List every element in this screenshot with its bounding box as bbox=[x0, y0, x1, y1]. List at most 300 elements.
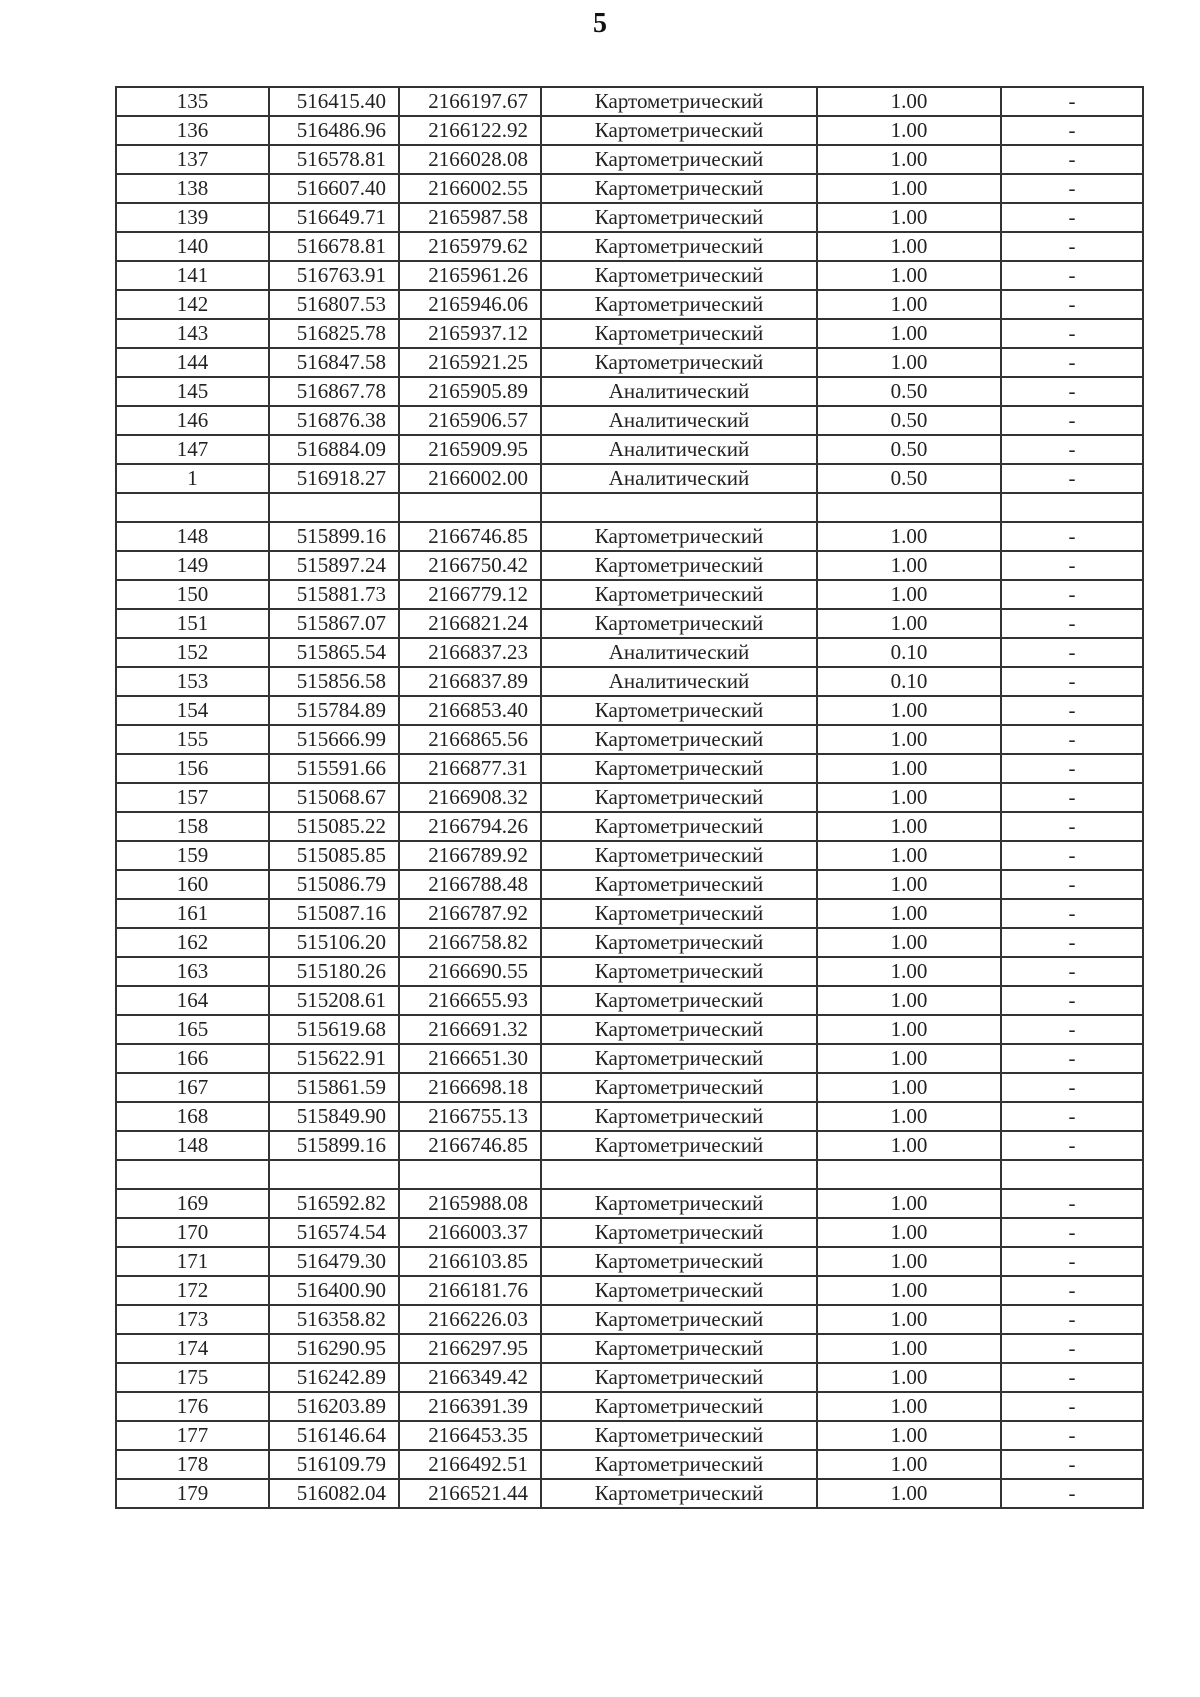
y-coordinate-cell: 2166779.12 bbox=[399, 580, 541, 609]
table-row bbox=[116, 783, 1143, 812]
description-cell: - bbox=[1001, 1479, 1143, 1508]
method-cell: Картометрический bbox=[541, 87, 817, 116]
table-row bbox=[116, 754, 1143, 783]
accuracy-cell: 1.00 bbox=[817, 1305, 1001, 1334]
method-cell: Картометрический bbox=[541, 1305, 817, 1334]
x-coordinate-cell: 516400.90 bbox=[269, 1276, 399, 1305]
y-coordinate-cell: 2165937.12 bbox=[399, 319, 541, 348]
table-spacer-row bbox=[116, 1160, 1143, 1189]
description-cell: - bbox=[1001, 986, 1143, 1015]
point-number-cell: 151 bbox=[116, 609, 269, 638]
method-cell: Картометрический bbox=[541, 174, 817, 203]
accuracy-cell: 1.00 bbox=[817, 812, 1001, 841]
method-cell: Картометрический bbox=[541, 1218, 817, 1247]
y-coordinate-cell: 2166349.42 bbox=[399, 1363, 541, 1392]
description-cell: - bbox=[1001, 667, 1143, 696]
point-number-cell: 141 bbox=[116, 261, 269, 290]
y-coordinate-cell: 2166003.37 bbox=[399, 1218, 541, 1247]
table-row bbox=[116, 1073, 1143, 1102]
x-coordinate-cell: 516847.58 bbox=[269, 348, 399, 377]
table-row bbox=[116, 725, 1143, 754]
description-cell: - bbox=[1001, 1131, 1143, 1160]
x-coordinate-cell: 516876.38 bbox=[269, 406, 399, 435]
x-coordinate-cell: 515899.16 bbox=[269, 522, 399, 551]
table-row bbox=[116, 435, 1143, 464]
y-coordinate-cell: 2166837.23 bbox=[399, 638, 541, 667]
x-coordinate-cell: 515085.85 bbox=[269, 841, 399, 870]
x-coordinate-cell: 516203.89 bbox=[269, 1392, 399, 1421]
description-cell: - bbox=[1001, 261, 1143, 290]
accuracy-cell bbox=[817, 493, 1001, 522]
method-cell: Картометрический bbox=[541, 783, 817, 812]
y-coordinate-cell: 2165921.25 bbox=[399, 348, 541, 377]
x-coordinate-cell: 515106.20 bbox=[269, 928, 399, 957]
method-cell: Картометрический bbox=[541, 551, 817, 580]
y-coordinate-cell: 2166655.93 bbox=[399, 986, 541, 1015]
point-number-cell: 152 bbox=[116, 638, 269, 667]
x-coordinate-cell: 516146.64 bbox=[269, 1421, 399, 1450]
description-cell: - bbox=[1001, 116, 1143, 145]
description-cell: - bbox=[1001, 1334, 1143, 1363]
method-cell: Картометрический bbox=[541, 609, 817, 638]
table-row bbox=[116, 696, 1143, 725]
method-cell bbox=[541, 493, 817, 522]
x-coordinate-cell: 515849.90 bbox=[269, 1102, 399, 1131]
y-coordinate-cell: 2166746.85 bbox=[399, 522, 541, 551]
x-coordinate-cell: 516763.91 bbox=[269, 261, 399, 290]
accuracy-cell: 1.00 bbox=[817, 116, 1001, 145]
y-coordinate-cell: 2166746.85 bbox=[399, 1131, 541, 1160]
table-row bbox=[116, 116, 1143, 145]
table-row bbox=[116, 1334, 1143, 1363]
method-cell: Картометрический bbox=[541, 1189, 817, 1218]
description-cell: - bbox=[1001, 1247, 1143, 1276]
description-cell: - bbox=[1001, 812, 1143, 841]
method-cell: Картометрический bbox=[541, 870, 817, 899]
y-coordinate-cell: 2166698.18 bbox=[399, 1073, 541, 1102]
description-cell: - bbox=[1001, 377, 1143, 406]
table-row bbox=[116, 1363, 1143, 1392]
point-number-cell: 1 bbox=[116, 464, 269, 493]
table-row bbox=[116, 638, 1143, 667]
table-row bbox=[116, 812, 1143, 841]
point-number-cell: 174 bbox=[116, 1334, 269, 1363]
point-number-cell: 144 bbox=[116, 348, 269, 377]
point-number-cell: 170 bbox=[116, 1218, 269, 1247]
y-coordinate-cell: 2166197.67 bbox=[399, 87, 541, 116]
x-coordinate-cell: 515591.66 bbox=[269, 754, 399, 783]
point-number-cell: 158 bbox=[116, 812, 269, 841]
accuracy-cell: 1.00 bbox=[817, 1363, 1001, 1392]
x-coordinate-cell: 515619.68 bbox=[269, 1015, 399, 1044]
accuracy-cell: 1.00 bbox=[817, 696, 1001, 725]
x-coordinate-cell bbox=[269, 493, 399, 522]
x-coordinate-cell: 515666.99 bbox=[269, 725, 399, 754]
accuracy-cell: 1.00 bbox=[817, 551, 1001, 580]
method-cell: Картометрический bbox=[541, 261, 817, 290]
method-cell: Картометрический bbox=[541, 348, 817, 377]
point-number-cell: 147 bbox=[116, 435, 269, 464]
point-number-cell: 167 bbox=[116, 1073, 269, 1102]
x-coordinate-cell: 516415.40 bbox=[269, 87, 399, 116]
accuracy-cell: 0.50 bbox=[817, 377, 1001, 406]
y-coordinate-cell: 2166794.26 bbox=[399, 812, 541, 841]
accuracy-cell: 1.00 bbox=[817, 986, 1001, 1015]
table-row bbox=[116, 551, 1143, 580]
description-cell: - bbox=[1001, 522, 1143, 551]
x-coordinate-cell: 516884.09 bbox=[269, 435, 399, 464]
method-cell: Картометрический bbox=[541, 754, 817, 783]
point-number-cell: 157 bbox=[116, 783, 269, 812]
x-coordinate-cell: 516358.82 bbox=[269, 1305, 399, 1334]
accuracy-cell: 1.00 bbox=[817, 1218, 1001, 1247]
accuracy-cell: 1.00 bbox=[817, 841, 1001, 870]
y-coordinate-cell: 2165987.58 bbox=[399, 203, 541, 232]
point-number-cell: 140 bbox=[116, 232, 269, 261]
y-coordinate-cell: 2166787.92 bbox=[399, 899, 541, 928]
method-cell: Аналитический bbox=[541, 667, 817, 696]
point-number-cell: 165 bbox=[116, 1015, 269, 1044]
accuracy-cell: 1.00 bbox=[817, 1189, 1001, 1218]
description-cell: - bbox=[1001, 348, 1143, 377]
table-row bbox=[116, 1392, 1143, 1421]
table-row bbox=[116, 87, 1143, 116]
accuracy-cell: 1.00 bbox=[817, 1044, 1001, 1073]
method-cell: Аналитический bbox=[541, 638, 817, 667]
description-cell: - bbox=[1001, 725, 1143, 754]
point-number-cell bbox=[116, 1160, 269, 1189]
description-cell: - bbox=[1001, 696, 1143, 725]
y-coordinate-cell: 2165906.57 bbox=[399, 406, 541, 435]
accuracy-cell: 1.00 bbox=[817, 261, 1001, 290]
point-number-cell: 139 bbox=[116, 203, 269, 232]
y-coordinate-cell: 2166226.03 bbox=[399, 1305, 541, 1334]
accuracy-cell: 1.00 bbox=[817, 609, 1001, 638]
method-cell: Картометрический bbox=[541, 812, 817, 841]
y-coordinate-cell: 2166691.32 bbox=[399, 1015, 541, 1044]
description-cell: - bbox=[1001, 1363, 1143, 1392]
method-cell bbox=[541, 1160, 817, 1189]
accuracy-cell: 1.00 bbox=[817, 1131, 1001, 1160]
y-coordinate-cell: 2165988.08 bbox=[399, 1189, 541, 1218]
description-cell: - bbox=[1001, 841, 1143, 870]
description-cell: - bbox=[1001, 1189, 1143, 1218]
x-coordinate-cell: 516678.81 bbox=[269, 232, 399, 261]
method-cell: Картометрический bbox=[541, 899, 817, 928]
point-number-cell: 149 bbox=[116, 551, 269, 580]
method-cell: Картометрический bbox=[541, 1247, 817, 1276]
x-coordinate-cell: 515085.22 bbox=[269, 812, 399, 841]
x-coordinate-cell: 516918.27 bbox=[269, 464, 399, 493]
x-coordinate-cell: 516479.30 bbox=[269, 1247, 399, 1276]
y-coordinate-cell: 2166002.00 bbox=[399, 464, 541, 493]
point-number-cell: 172 bbox=[116, 1276, 269, 1305]
method-cell: Картометрический bbox=[541, 1421, 817, 1450]
point-number-cell: 143 bbox=[116, 319, 269, 348]
x-coordinate-cell: 515784.89 bbox=[269, 696, 399, 725]
x-coordinate-cell: 515208.61 bbox=[269, 986, 399, 1015]
description-cell: - bbox=[1001, 87, 1143, 116]
accuracy-cell bbox=[817, 1160, 1001, 1189]
description-cell: - bbox=[1001, 1450, 1143, 1479]
point-number-cell: 148 bbox=[116, 1131, 269, 1160]
table-row bbox=[116, 522, 1143, 551]
point-number-cell: 163 bbox=[116, 957, 269, 986]
y-coordinate-cell: 2166837.89 bbox=[399, 667, 541, 696]
x-coordinate-cell: 515087.16 bbox=[269, 899, 399, 928]
accuracy-cell: 1.00 bbox=[817, 319, 1001, 348]
point-number-cell: 161 bbox=[116, 899, 269, 928]
table-row bbox=[116, 145, 1143, 174]
point-number-cell: 135 bbox=[116, 87, 269, 116]
method-cell: Картометрический bbox=[541, 319, 817, 348]
description-cell: - bbox=[1001, 1015, 1143, 1044]
table-row bbox=[116, 290, 1143, 319]
method-cell: Картометрический bbox=[541, 1044, 817, 1073]
accuracy-cell: 1.00 bbox=[817, 232, 1001, 261]
description-cell bbox=[1001, 493, 1143, 522]
table-row bbox=[116, 406, 1143, 435]
table-row bbox=[116, 957, 1143, 986]
point-number-cell: 173 bbox=[116, 1305, 269, 1334]
y-coordinate-cell: 2166865.56 bbox=[399, 725, 541, 754]
table-row bbox=[116, 899, 1143, 928]
accuracy-cell: 1.00 bbox=[817, 174, 1001, 203]
description-cell: - bbox=[1001, 783, 1143, 812]
table-row bbox=[116, 1450, 1143, 1479]
point-number-cell: 171 bbox=[116, 1247, 269, 1276]
description-cell: - bbox=[1001, 1073, 1143, 1102]
accuracy-cell: 1.00 bbox=[817, 290, 1001, 319]
table-row bbox=[116, 870, 1143, 899]
description-cell: - bbox=[1001, 203, 1143, 232]
x-coordinate-cell: 516486.96 bbox=[269, 116, 399, 145]
point-number-cell: 137 bbox=[116, 145, 269, 174]
x-coordinate-cell: 515068.67 bbox=[269, 783, 399, 812]
y-coordinate-cell: 2165946.06 bbox=[399, 290, 541, 319]
accuracy-cell: 1.00 bbox=[817, 1392, 1001, 1421]
x-coordinate-cell: 516649.71 bbox=[269, 203, 399, 232]
point-number-cell: 138 bbox=[116, 174, 269, 203]
y-coordinate-cell: 2166492.51 bbox=[399, 1450, 541, 1479]
y-coordinate-cell: 2166002.55 bbox=[399, 174, 541, 203]
method-cell: Картометрический bbox=[541, 1334, 817, 1363]
accuracy-cell: 1.00 bbox=[817, 1102, 1001, 1131]
point-number-cell: 166 bbox=[116, 1044, 269, 1073]
x-coordinate-cell: 515086.79 bbox=[269, 870, 399, 899]
table-row bbox=[116, 1015, 1143, 1044]
description-cell: - bbox=[1001, 870, 1143, 899]
coordinates-table bbox=[115, 86, 1144, 1509]
point-number-cell: 145 bbox=[116, 377, 269, 406]
table-row bbox=[116, 261, 1143, 290]
y-coordinate-cell: 2165909.95 bbox=[399, 435, 541, 464]
x-coordinate-cell: 516574.54 bbox=[269, 1218, 399, 1247]
y-coordinate-cell: 2166651.30 bbox=[399, 1044, 541, 1073]
accuracy-cell: 1.00 bbox=[817, 725, 1001, 754]
table-row bbox=[116, 580, 1143, 609]
point-number-cell: 155 bbox=[116, 725, 269, 754]
method-cell: Картометрический bbox=[541, 696, 817, 725]
method-cell: Картометрический bbox=[541, 290, 817, 319]
accuracy-cell: 1.00 bbox=[817, 1247, 1001, 1276]
x-coordinate-cell: 515180.26 bbox=[269, 957, 399, 986]
description-cell: - bbox=[1001, 174, 1143, 203]
table-row bbox=[116, 928, 1143, 957]
method-cell: Аналитический bbox=[541, 377, 817, 406]
page-number: 5 bbox=[593, 8, 607, 39]
description-cell: - bbox=[1001, 580, 1143, 609]
method-cell: Картометрический bbox=[541, 1276, 817, 1305]
description-cell: - bbox=[1001, 319, 1143, 348]
y-coordinate-cell: 2166750.42 bbox=[399, 551, 541, 580]
point-number-cell: 168 bbox=[116, 1102, 269, 1131]
method-cell: Картометрический bbox=[541, 116, 817, 145]
method-cell: Картометрический bbox=[541, 1363, 817, 1392]
y-coordinate-cell: 2166391.39 bbox=[399, 1392, 541, 1421]
description-cell: - bbox=[1001, 1276, 1143, 1305]
description-cell: - bbox=[1001, 551, 1143, 580]
x-coordinate-cell: 516578.81 bbox=[269, 145, 399, 174]
x-coordinate-cell bbox=[269, 1160, 399, 1189]
table-row bbox=[116, 1189, 1143, 1218]
accuracy-cell: 1.00 bbox=[817, 928, 1001, 957]
point-number-cell: 146 bbox=[116, 406, 269, 435]
accuracy-cell: 1.00 bbox=[817, 1421, 1001, 1450]
accuracy-cell: 0.10 bbox=[817, 638, 1001, 667]
x-coordinate-cell: 516807.53 bbox=[269, 290, 399, 319]
table-row bbox=[116, 1276, 1143, 1305]
x-coordinate-cell: 515861.59 bbox=[269, 1073, 399, 1102]
table-row bbox=[116, 667, 1143, 696]
y-coordinate-cell: 2166789.92 bbox=[399, 841, 541, 870]
description-cell: - bbox=[1001, 290, 1143, 319]
description-cell: - bbox=[1001, 1392, 1143, 1421]
accuracy-cell: 1.00 bbox=[817, 1276, 1001, 1305]
table-row bbox=[116, 1247, 1143, 1276]
accuracy-cell: 1.00 bbox=[817, 203, 1001, 232]
x-coordinate-cell: 515856.58 bbox=[269, 667, 399, 696]
description-cell: - bbox=[1001, 899, 1143, 928]
table-row bbox=[116, 1044, 1143, 1073]
point-number-cell: 175 bbox=[116, 1363, 269, 1392]
table-row bbox=[116, 348, 1143, 377]
description-cell: - bbox=[1001, 609, 1143, 638]
x-coordinate-cell: 515865.54 bbox=[269, 638, 399, 667]
method-cell: Картометрический bbox=[541, 522, 817, 551]
y-coordinate-cell: 2166297.95 bbox=[399, 1334, 541, 1363]
table-row bbox=[116, 986, 1143, 1015]
x-coordinate-cell: 515899.16 bbox=[269, 1131, 399, 1160]
point-number-cell: 159 bbox=[116, 841, 269, 870]
x-coordinate-cell: 516825.78 bbox=[269, 319, 399, 348]
accuracy-cell: 1.00 bbox=[817, 1450, 1001, 1479]
x-coordinate-cell: 516592.82 bbox=[269, 1189, 399, 1218]
table-row bbox=[116, 319, 1143, 348]
point-number-cell: 150 bbox=[116, 580, 269, 609]
accuracy-cell: 1.00 bbox=[817, 1479, 1001, 1508]
accuracy-cell: 1.00 bbox=[817, 1015, 1001, 1044]
point-number-cell: 142 bbox=[116, 290, 269, 319]
y-coordinate-cell: 2166821.24 bbox=[399, 609, 541, 638]
accuracy-cell: 1.00 bbox=[817, 1073, 1001, 1102]
point-number-cell: 136 bbox=[116, 116, 269, 145]
y-coordinate-cell bbox=[399, 493, 541, 522]
description-cell: - bbox=[1001, 464, 1143, 493]
table-row bbox=[116, 1305, 1143, 1334]
x-coordinate-cell: 516082.04 bbox=[269, 1479, 399, 1508]
y-coordinate-cell: 2166758.82 bbox=[399, 928, 541, 957]
method-cell: Картометрический bbox=[541, 1479, 817, 1508]
description-cell: - bbox=[1001, 1044, 1143, 1073]
y-coordinate-cell: 2166877.31 bbox=[399, 754, 541, 783]
description-cell: - bbox=[1001, 1102, 1143, 1131]
accuracy-cell: 1.00 bbox=[817, 754, 1001, 783]
method-cell: Картометрический bbox=[541, 1015, 817, 1044]
point-number-cell: 154 bbox=[116, 696, 269, 725]
x-coordinate-cell: 515897.24 bbox=[269, 551, 399, 580]
method-cell: Картометрический bbox=[541, 1450, 817, 1479]
description-cell: - bbox=[1001, 145, 1143, 174]
accuracy-cell: 0.50 bbox=[817, 406, 1001, 435]
description-cell: - bbox=[1001, 1305, 1143, 1334]
x-coordinate-cell: 516109.79 bbox=[269, 1450, 399, 1479]
description-cell: - bbox=[1001, 1218, 1143, 1247]
table-row bbox=[116, 174, 1143, 203]
method-cell: Картометрический bbox=[541, 725, 817, 754]
method-cell: Аналитический bbox=[541, 435, 817, 464]
description-cell: - bbox=[1001, 928, 1143, 957]
method-cell: Картометрический bbox=[541, 928, 817, 957]
accuracy-cell: 1.00 bbox=[817, 1334, 1001, 1363]
point-number-cell: 153 bbox=[116, 667, 269, 696]
accuracy-cell: 1.00 bbox=[817, 145, 1001, 174]
method-cell: Аналитический bbox=[541, 406, 817, 435]
table-row bbox=[116, 1479, 1143, 1508]
accuracy-cell: 1.00 bbox=[817, 783, 1001, 812]
method-cell: Картометрический bbox=[541, 580, 817, 609]
y-coordinate-cell: 2166853.40 bbox=[399, 696, 541, 725]
y-coordinate-cell bbox=[399, 1160, 541, 1189]
description-cell: - bbox=[1001, 232, 1143, 261]
table-row bbox=[116, 1218, 1143, 1247]
point-number-cell: 162 bbox=[116, 928, 269, 957]
point-number-cell: 164 bbox=[116, 986, 269, 1015]
method-cell: Картометрический bbox=[541, 1131, 817, 1160]
method-cell: Картометрический bbox=[541, 1073, 817, 1102]
point-number-cell: 177 bbox=[116, 1421, 269, 1450]
table-row bbox=[116, 377, 1143, 406]
accuracy-cell: 1.00 bbox=[817, 348, 1001, 377]
accuracy-cell: 1.00 bbox=[817, 522, 1001, 551]
x-coordinate-cell: 515622.91 bbox=[269, 1044, 399, 1073]
y-coordinate-cell: 2165961.26 bbox=[399, 261, 541, 290]
accuracy-cell: 1.00 bbox=[817, 580, 1001, 609]
y-coordinate-cell: 2166755.13 bbox=[399, 1102, 541, 1131]
table-row bbox=[116, 609, 1143, 638]
accuracy-cell: 1.00 bbox=[817, 87, 1001, 116]
y-coordinate-cell: 2165905.89 bbox=[399, 377, 541, 406]
table-row bbox=[116, 203, 1143, 232]
y-coordinate-cell: 2166103.85 bbox=[399, 1247, 541, 1276]
method-cell: Аналитический bbox=[541, 464, 817, 493]
point-number-cell: 160 bbox=[116, 870, 269, 899]
x-coordinate-cell: 515867.07 bbox=[269, 609, 399, 638]
accuracy-cell: 1.00 bbox=[817, 957, 1001, 986]
y-coordinate-cell: 2166028.08 bbox=[399, 145, 541, 174]
point-number-cell: 156 bbox=[116, 754, 269, 783]
table-row bbox=[116, 1102, 1143, 1131]
